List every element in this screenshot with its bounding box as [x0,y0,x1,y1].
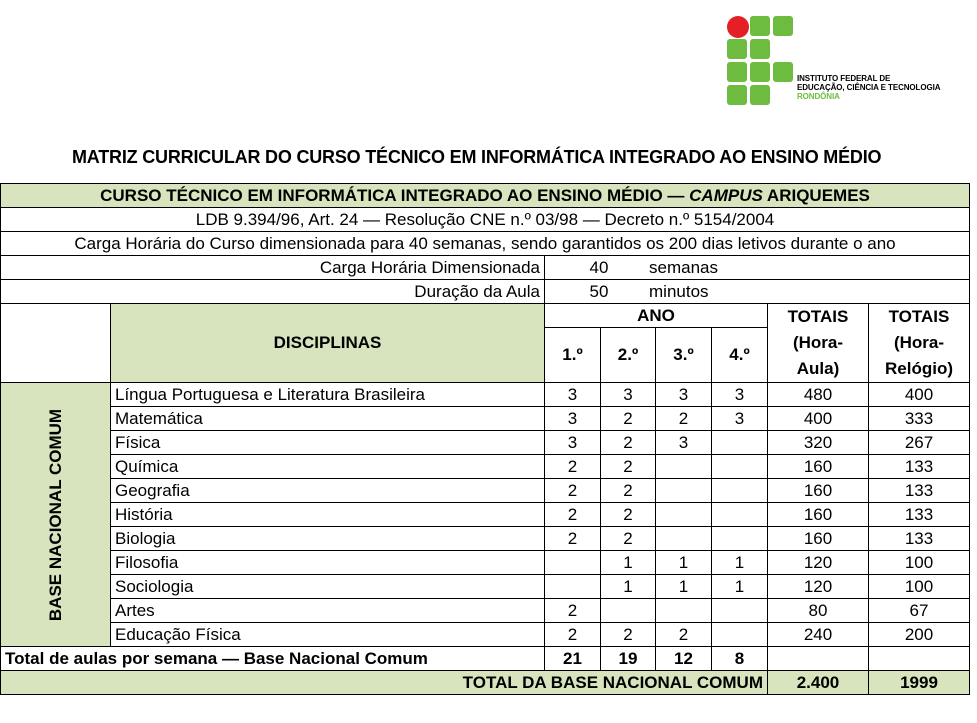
table-row [1,407,970,431]
total-relogio: 133 [869,527,970,551]
total-relogio: 200 [869,623,970,647]
year-3-value [656,527,712,551]
grand-total-label: TOTAL DA BASE NACIONAL COMUM [1,671,768,695]
year-1-value: 2 [545,599,601,623]
discipline-name: Biologia [111,527,545,551]
year-4-value [712,503,768,527]
year-4-value [712,479,768,503]
table-row [1,551,970,575]
table-row [1,575,970,599]
year-3-value [656,479,712,503]
year-3-value: 1 [656,551,712,575]
legal-basis: LDB 9.394/96, Art. 24 — Resolução CNE n.º 03/98 — Decreto n.º 5154/2004 [1,208,970,232]
discipline-name: Física [111,431,545,455]
year-1-value: 2 [545,623,601,647]
year-2-value: 2 [601,623,656,647]
logo-square [773,62,793,82]
total-aula: 400 [768,407,869,431]
total-aula: 160 [768,479,869,503]
year-header-3: 3.º [656,328,712,383]
discipline-name: Língua Portuguesa e Literatura Brasileira [111,383,545,407]
curriculum-table [0,183,970,695]
table-row [1,479,970,503]
year-1-value: 3 [545,431,601,455]
year-3-value [656,599,712,623]
year-1-value: 2 [545,479,601,503]
logo-square [750,85,770,105]
table-row [1,503,970,527]
year-2-value: 2 [601,503,656,527]
year-header-1: 1.º [545,328,601,383]
weekly-total-row [1,647,970,671]
group-label: BASE NACIONAL COMUM [45,408,65,621]
table-row [1,599,970,623]
table-row [1,623,970,647]
table-row [1,527,970,551]
total-relogio: 133 [869,479,970,503]
grand-total-aula: 2.400 [768,671,869,695]
ano-header: ANO [545,304,768,328]
year-3-value: 2 [656,623,712,647]
duration-label: Duração da Aula [1,280,545,304]
year-4-value [712,599,768,623]
institute-logo [727,16,967,116]
total-aula: 120 [768,551,869,575]
weekly-total-year-4: 8 [712,647,768,671]
year-1-value [545,575,601,599]
page-title: MATRIZ CURRICULAR DO CURSO TÉCNICO EM INFORMÁTICA INTEGRADO AO ENSINO MÉDIO [72,147,882,167]
logo-square [750,39,770,59]
total-relogio: 67 [869,599,970,623]
weekly-total-year-1: 21 [545,647,601,671]
table-row [1,383,970,407]
logo-text [797,74,940,101]
course-title: CURSO TÉCNICO EM INFORMÁTICA INTEGRADO AO ENSINO MÉDIO — CAMPUS ARIQUEMES [1,184,970,208]
year-1-value: 2 [545,527,601,551]
year-2-value: 3 [601,383,656,407]
total-relogio: 100 [869,551,970,575]
duration-value: 50 [589,281,609,301]
discipline-name: Matemática [111,407,545,431]
year-3-value: 3 [656,383,712,407]
logo-line-1: INSTITUTO FEDERAL DE [797,74,891,83]
duration-unit: minutos [649,281,709,301]
logo-red-circle [727,16,749,38]
year-3-value [656,503,712,527]
year-4-value: 3 [712,383,768,407]
year-4-value: 3 [712,407,768,431]
table-row [1,431,970,455]
total-relogio: 100 [869,575,970,599]
discipline-name: Artes [111,599,545,623]
year-2-value [601,599,656,623]
year-1-value: 2 [545,503,601,527]
year-header-4: 4.º [712,328,768,383]
totals-relogio-header: TOTAIS (Hora-Relógio) [869,304,970,383]
logo-square [773,16,793,36]
logo-line-2: EDUCAÇÃO, CIÊNCIA E TECNOLOGIA [797,83,941,92]
year-1-value: 3 [545,407,601,431]
disciplinas-header: DISCIPLINAS [111,304,545,383]
discipline-name: História [111,503,545,527]
year-header-2: 2.º [601,328,656,383]
total-aula: 80 [768,599,869,623]
weekly-total-empty [869,647,970,671]
discipline-name: Geografia [111,479,545,503]
year-3-value: 2 [656,407,712,431]
year-2-value: 1 [601,575,656,599]
discipline-name: Sociologia [111,575,545,599]
year-3-value: 1 [656,575,712,599]
total-aula: 160 [768,527,869,551]
logo-square [750,16,770,36]
year-4-value: 1 [712,575,768,599]
total-relogio: 400 [869,383,970,407]
weekly-total-year-3: 12 [656,647,712,671]
total-relogio: 133 [869,503,970,527]
total-relogio: 133 [869,455,970,479]
year-2-value: 2 [601,431,656,455]
load-note: Carga Horária do Curso dimensionada para 40 semanas, sendo garantidos os 200 dias letivos durante o ano [1,232,970,256]
table-row [1,455,970,479]
grand-total-row [1,671,970,695]
empty-corner [1,304,111,383]
weekly-total-label: Total de aulas por semana — Base Nacional Comum [1,647,545,671]
year-4-value: 1 [712,551,768,575]
year-1-value: 3 [545,383,601,407]
total-relogio: 267 [869,431,970,455]
year-4-value [712,623,768,647]
year-3-value [656,455,712,479]
logo-square [727,39,747,59]
year-2-value: 2 [601,479,656,503]
year-2-value: 2 [601,455,656,479]
year-2-value: 2 [601,407,656,431]
logo-square [727,85,747,105]
year-1-value: 2 [545,455,601,479]
weekly-total-empty [768,647,869,671]
logo-square [727,62,747,82]
discipline-name: Química [111,455,545,479]
weekly-total-year-2: 19 [601,647,656,671]
dimensioned-label: Carga Horária Dimensionada [1,256,545,280]
year-4-value [712,527,768,551]
duration-cell [545,280,970,304]
grand-total-relogio: 1999 [869,671,970,695]
year-4-value [712,431,768,455]
discipline-name: Filosofia [111,551,545,575]
total-aula: 160 [768,503,869,527]
total-relogio: 333 [869,407,970,431]
total-aula: 160 [768,455,869,479]
total-aula: 240 [768,623,869,647]
year-2-value: 1 [601,551,656,575]
total-aula: 120 [768,575,869,599]
group-label-cell [1,383,111,647]
dimensioned-cell [545,256,970,280]
dimensioned-value: 40 [589,257,609,277]
year-2-value: 2 [601,527,656,551]
logo-square [750,62,770,82]
logo-line-3: RONDÔNIA [797,92,840,101]
year-4-value [712,455,768,479]
totals-aula-header: TOTAIS (Hora-Aula) [768,304,869,383]
year-1-value [545,551,601,575]
dimensioned-unit: semanas [649,257,718,277]
discipline-name: Educação Física [111,623,545,647]
year-3-value: 3 [656,431,712,455]
total-aula: 480 [768,383,869,407]
total-aula: 320 [768,431,869,455]
